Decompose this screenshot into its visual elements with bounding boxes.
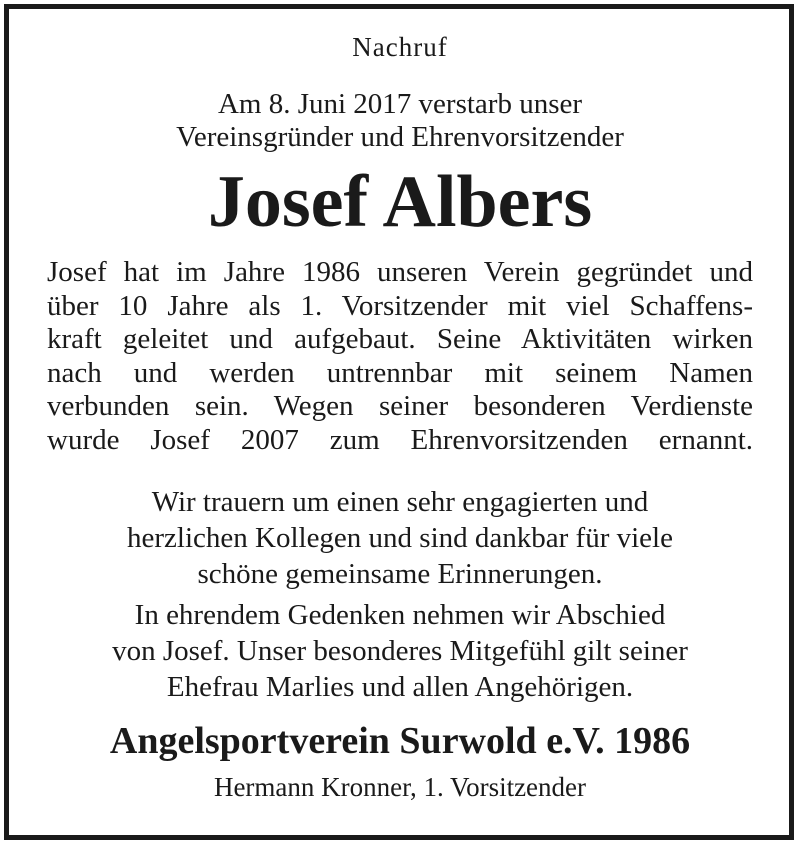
tribute-line: wurde Josef 2007 zum Ehrenvorsitzenden ernannt. xyxy=(47,423,753,456)
intro-line: Vereinsgründer und Ehrenvorsitzender xyxy=(176,121,624,153)
farewell-line: In ehrendem Gedenken nehmen wir Abschied xyxy=(134,599,666,631)
farewell-line: von Josef. Unser besonderes Mitgefühl gilt seiner xyxy=(112,635,688,667)
mourning-paragraph xyxy=(0,484,800,592)
farewell-paragraph xyxy=(0,597,800,705)
tribute-line: nach und werden untrennbar mit seinem Namen xyxy=(47,356,753,389)
mourning-line: herzlichen Kollegen und sind dankbar für viele xyxy=(127,522,673,554)
signer-line: Hermann Kronner, 1. Vorsitzender xyxy=(213,772,587,802)
tribute-paragraph xyxy=(47,256,753,457)
tribute-line: Josef hat im Jahre 1986 unseren Verein gegründet und xyxy=(47,256,753,288)
tribute-line: verbunden sein. Wegen seiner besonderen Verdienste xyxy=(47,390,753,422)
farewell-line: Ehefrau Marlies und allen Angehörigen. xyxy=(166,671,634,703)
mourning-line: schöne gemeinsame Erinnerungen. xyxy=(197,558,603,590)
organization-name: Angelsportverein Surwold e.V. 1986 xyxy=(109,720,691,762)
notice-heading: Nachruf xyxy=(352,32,448,62)
intro-line: Am 8. Juni 2017 verstarb unser xyxy=(217,88,583,120)
deceased-name: Josef Albers xyxy=(207,161,593,243)
mourning-line: Wir trauern um einen sehr engagierten und xyxy=(151,486,649,518)
tribute-line: kraft geleitet und aufgebaut. Seine Aktivitäten wirken xyxy=(47,323,753,355)
tribute-line: über 10 Jahre als 1. Vorsitzender mit viel Schaffens- xyxy=(47,289,753,322)
